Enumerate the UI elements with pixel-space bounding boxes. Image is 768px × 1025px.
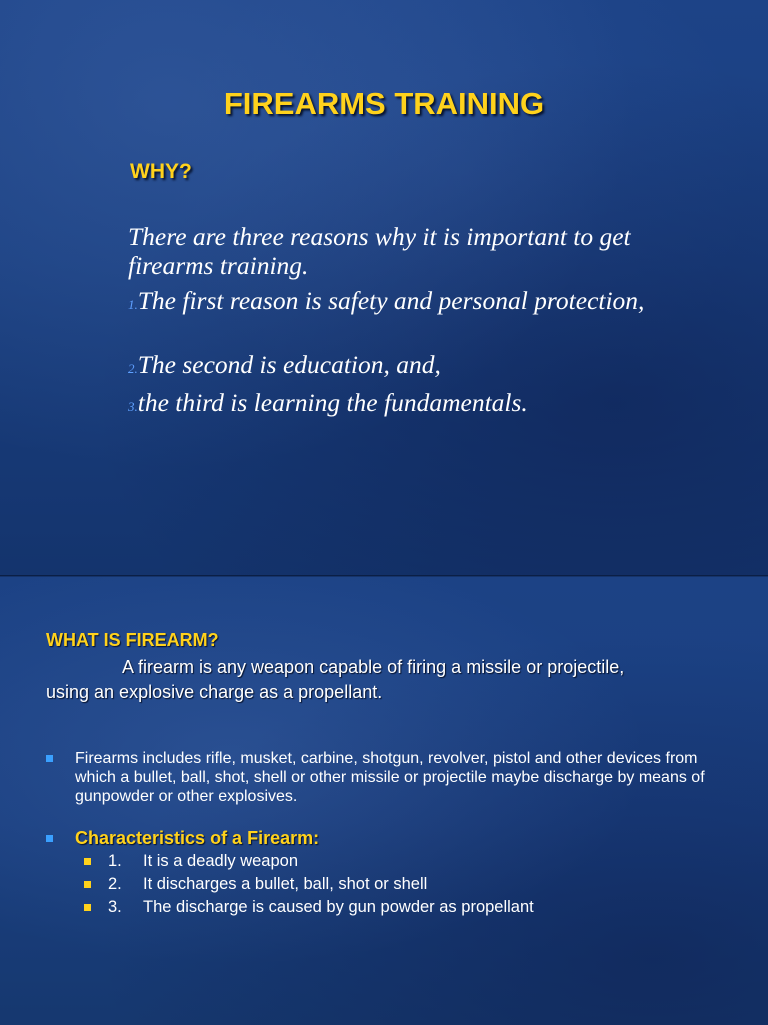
reason-item (128, 286, 688, 319)
reason-item (128, 350, 688, 383)
characteristic-text: It is a deadly weapon (143, 852, 299, 870)
intro-text: There are three reasons why it is important to get firearms training. (128, 222, 631, 280)
definition-body: A firearm is any weapon capable of firing a missile or projectile, using an explosive charge as a propellant. (46, 657, 625, 702)
bullet-text: Firearms includes rifle, musket, carbine, shotgun, revolver, pistol and other devices from which a bullet, ball, shot, shell or other missile or projectile maybe discharge by means of gunpowder or other explosives. (75, 750, 705, 805)
square-bullet-icon (46, 835, 53, 842)
characteristic-number: 1. (108, 852, 122, 870)
characteristic-text: It discharges a bullet, ball, shot or shell (143, 875, 428, 893)
reason-text: The second is education, and, (137, 350, 441, 379)
square-bullet-icon (46, 755, 53, 762)
reason-number: 3. (128, 399, 138, 414)
reason-text: the third is learning the fundamentals. (137, 388, 528, 417)
section-heading: WHAT IS FIREARM? (46, 630, 219, 650)
reason-text: The first reason is safety and personal protection, (137, 286, 645, 315)
square-bullet-icon (84, 904, 91, 911)
characteristic-number: 3. (108, 898, 122, 916)
slide-what-is-firearm (0, 577, 768, 1025)
reason-number: 2. (128, 361, 138, 376)
characteristics-heading: Characteristics of a Firearm: (75, 828, 320, 848)
square-bullet-icon (84, 881, 91, 888)
bullet-item (46, 749, 726, 806)
reason-item (128, 388, 688, 421)
definition-text (46, 655, 666, 705)
slide-divider (0, 575, 768, 576)
characteristic-number: 2. (108, 875, 122, 893)
bullet-item (46, 828, 726, 849)
square-bullet-icon (84, 858, 91, 865)
slide-subtitle: WHY? (130, 160, 192, 183)
characteristic-text: The discharge is caused by gun powder as propellant (143, 898, 534, 916)
reason-number: 1. (128, 297, 138, 312)
slide-title: FIREARMS TRAINING (223, 86, 545, 121)
